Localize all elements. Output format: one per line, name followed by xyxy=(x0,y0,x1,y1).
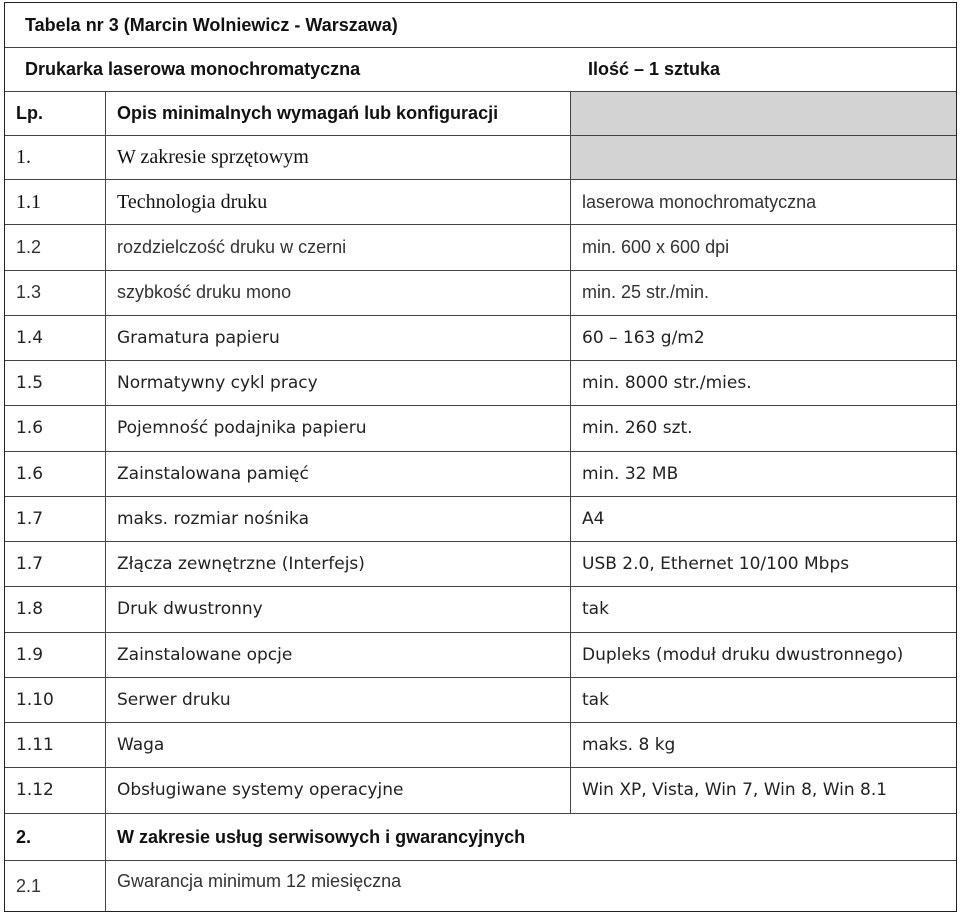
table-row xyxy=(5,542,956,587)
row-lp: 1.6 xyxy=(5,452,106,496)
row-parameter: Obsługiwane systemy operacyjne xyxy=(106,768,571,812)
table-row xyxy=(5,180,956,225)
row-parameter: maks. rozmiar nośnika xyxy=(106,497,571,541)
row-value: min. 8000 str./mies. xyxy=(582,373,752,394)
row-value: Dupleks (moduł druku dwustronnego) xyxy=(582,644,904,665)
row-parameter: Gramatura papieru xyxy=(106,316,571,360)
table-row xyxy=(5,225,956,270)
row-parameter: Zainstalowana pamięć xyxy=(106,452,571,496)
table-title-row xyxy=(5,3,956,48)
row-lp: 1.1 xyxy=(5,180,106,224)
table-row xyxy=(5,361,956,406)
table-row xyxy=(5,316,956,361)
device-row xyxy=(5,48,956,92)
row-value: 60 – 163 g/m2 xyxy=(582,327,705,348)
row-lp: 1.12 xyxy=(5,768,106,812)
table-row xyxy=(5,768,956,813)
section-2-row xyxy=(5,814,956,861)
section-2-label: W zakresie usług serwisowych i gwarancyjnych xyxy=(117,826,526,847)
row-parameter: Serwer druku xyxy=(106,678,571,722)
row-value: USB 2.0, Ethernet 10/100 Mbps xyxy=(582,554,850,575)
row-lp: 1.5 xyxy=(5,361,106,405)
row-parameter: szybkość druku mono xyxy=(106,271,571,315)
section-2-lp: 2. xyxy=(5,814,106,860)
row-lp: 1.4 xyxy=(5,316,106,360)
row-parameter: rozdzielczość druku w czerni xyxy=(106,225,571,269)
header-value-cell xyxy=(571,92,956,135)
row-value: tak xyxy=(582,689,609,710)
row-value: min. 32 MB xyxy=(582,463,679,484)
row-parameter: Waga xyxy=(106,723,571,767)
row-value: Win XP, Vista, Win 7, Win 8, Win 8.1 xyxy=(582,780,888,801)
row-lp: 1.7 xyxy=(5,497,106,541)
table-row xyxy=(5,587,956,632)
warranty-lp: 2.1 xyxy=(5,861,106,911)
row-value: maks. 8 kg xyxy=(582,735,676,756)
table-row xyxy=(5,723,956,768)
warranty-row xyxy=(5,861,956,911)
table-row xyxy=(5,452,956,497)
section-1-row xyxy=(5,136,956,180)
section-1-label: W zakresie sprzętowym xyxy=(106,136,571,179)
table-row xyxy=(5,271,956,316)
table-row xyxy=(5,497,956,542)
row-parameter: Druk dwustronny xyxy=(106,587,571,631)
row-parameter: Normatywny cykl pracy xyxy=(106,361,571,405)
device-name: Drukarka laserowa monochromatyczna xyxy=(25,59,361,79)
header-lp: Lp. xyxy=(5,92,106,135)
table-row xyxy=(5,633,956,678)
row-lp: 1.8 xyxy=(5,587,106,631)
row-lp: 1.6 xyxy=(5,406,106,450)
table-title: Tabela nr 3 (Marcin Wolniewicz - Warszawa) xyxy=(25,14,398,35)
row-lp: 1.11 xyxy=(5,723,106,767)
row-value: tak xyxy=(582,599,609,620)
row-value: laserowa monochromatyczna xyxy=(582,191,817,212)
warranty-label: Gwarancja minimum 12 miesięczna xyxy=(117,871,402,891)
row-value: min. 260 szt. xyxy=(582,418,693,439)
table-row xyxy=(5,406,956,451)
header-description: Opis minimalnych wymagań lub konfiguracji xyxy=(106,92,571,135)
spec-table xyxy=(4,2,957,912)
section-1-value-cell xyxy=(571,136,956,179)
device-quantity: Ilość – 1 sztuka xyxy=(588,59,721,79)
row-parameter: Technologia druku xyxy=(106,180,571,224)
row-lp: 1.9 xyxy=(5,633,106,677)
section-1-lp: 1. xyxy=(5,136,106,179)
row-lp: 1.2 xyxy=(5,225,106,269)
row-parameter: Złącza zewnętrzne (Interfejs) xyxy=(106,542,571,586)
row-value: min. 25 str./min. xyxy=(582,282,710,303)
row-lp: 1.7 xyxy=(5,542,106,586)
row-value: min. 600 x 600 dpi xyxy=(582,236,730,257)
row-parameter: Zainstalowane opcje xyxy=(106,633,571,677)
row-value: A4 xyxy=(582,508,605,529)
row-lp: 1.3 xyxy=(5,271,106,315)
table-row xyxy=(5,678,956,723)
header-row xyxy=(5,92,956,136)
row-parameter: Pojemność podajnika papieru xyxy=(106,406,571,450)
row-lp: 1.10 xyxy=(5,678,106,722)
